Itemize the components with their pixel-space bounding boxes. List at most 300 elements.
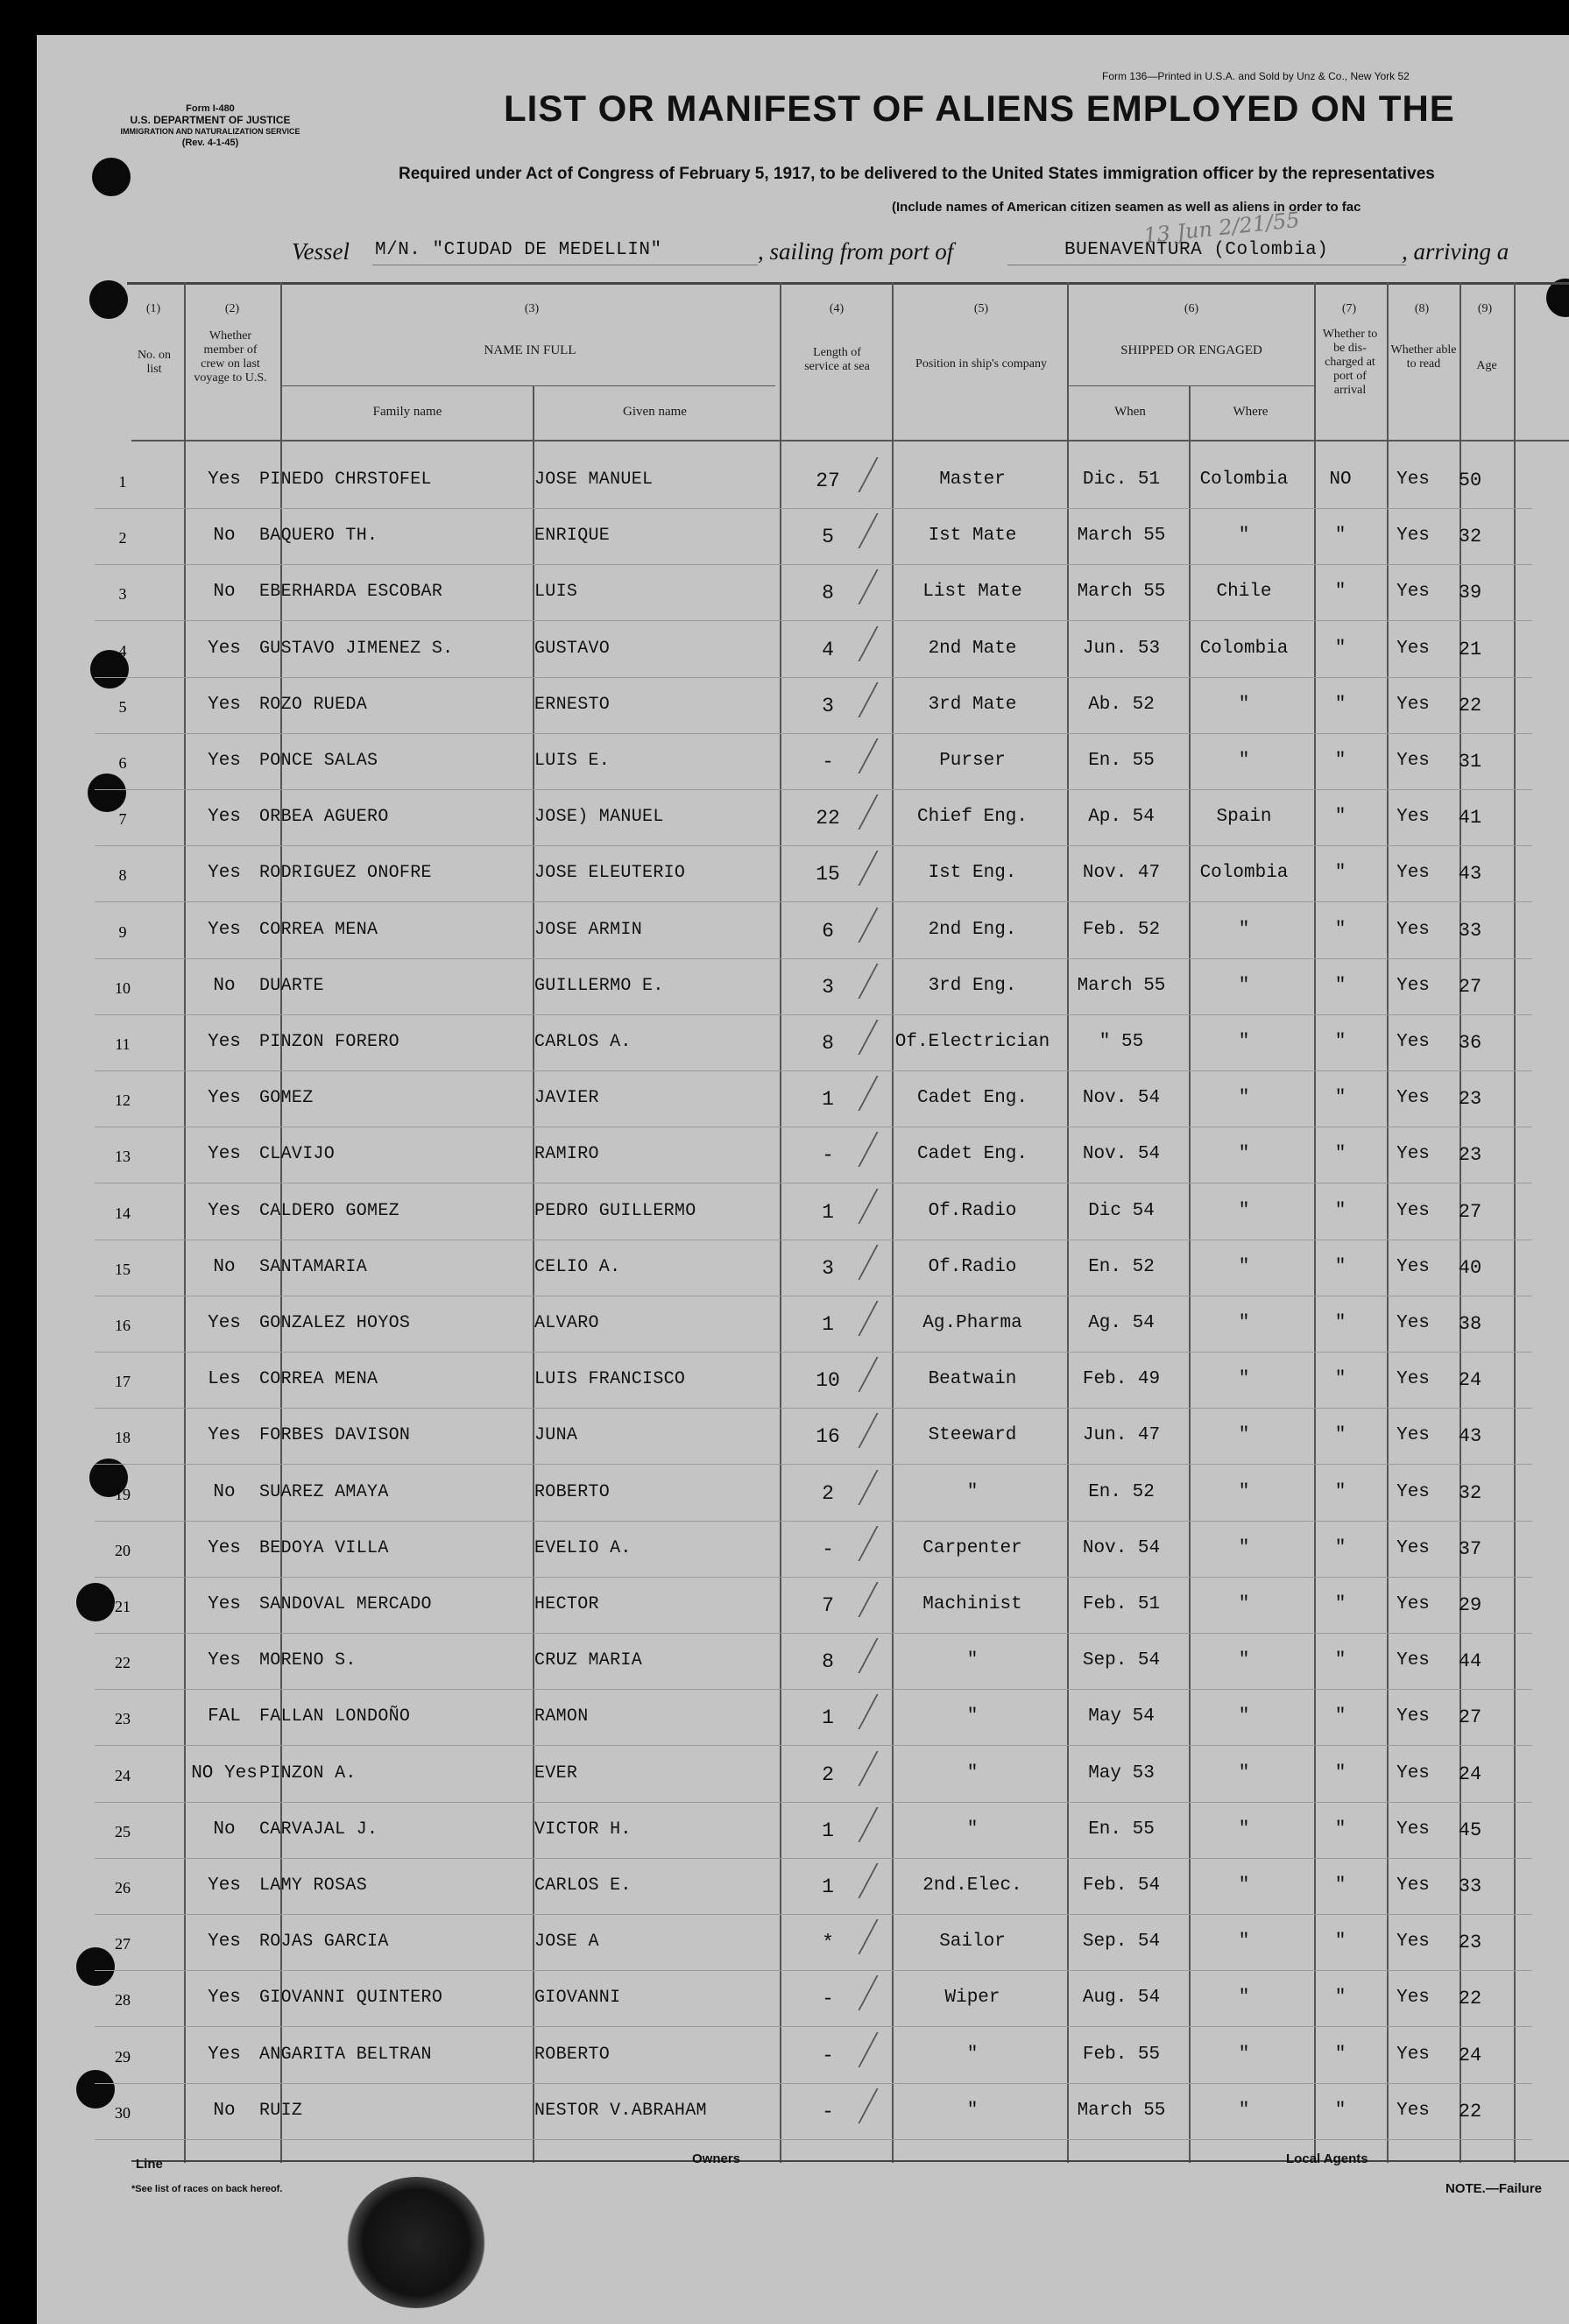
row-rule <box>95 958 1532 959</box>
discharged-flag: " <box>1334 1369 1346 1390</box>
discharged-flag: " <box>1334 1650 1346 1671</box>
family-name: FORBES DAVISON <box>259 1425 411 1446</box>
row-rule <box>95 2139 1532 2140</box>
ship-position: Beatwain <box>928 1369 1017 1390</box>
service-length: - <box>822 751 834 773</box>
col3b-header: Given name <box>623 405 687 419</box>
age: 22 <box>1458 1988 1482 2010</box>
given-name: JOSE) MANUEL <box>534 807 664 828</box>
age: 38 <box>1458 1313 1482 1335</box>
family-name: CORREA MENA <box>259 1369 378 1390</box>
crew-member-flag: Yes <box>208 638 241 659</box>
col3a-header: Family name <box>372 405 442 419</box>
row-rule <box>95 1577 1532 1578</box>
shipped-when: Sep. 54 <box>1082 1650 1161 1671</box>
family-name: BEDOYA VILLA <box>259 1537 389 1558</box>
col8-header: Whether able to read <box>1390 343 1457 371</box>
discharged-flag: " <box>1334 975 1346 996</box>
table-row <box>0 454 1532 510</box>
age: 45 <box>1458 1819 1482 1841</box>
able-to-read: Yes <box>1396 1256 1430 1277</box>
service-length: 2 <box>822 1481 834 1505</box>
age: 29 <box>1458 1594 1482 1616</box>
row-number: 24 <box>115 1766 131 1784</box>
family-name: GOMEZ <box>259 1088 314 1109</box>
row-number: 10 <box>115 978 131 997</box>
row-rule <box>95 677 1532 678</box>
discharged-flag: " <box>1334 1200 1346 1221</box>
shipped-where: " <box>1238 1425 1250 1446</box>
age: 27 <box>1458 1706 1482 1729</box>
given-name: GUILLERMO E. <box>534 975 664 996</box>
shipped-where: " <box>1238 1088 1250 1109</box>
service-length: 8 <box>822 582 834 605</box>
table-row <box>0 1241 1532 1297</box>
age: 44 <box>1458 1650 1482 1673</box>
ship-position: Wiper <box>944 1988 1000 2009</box>
shipped-where: " <box>1238 1650 1250 1671</box>
shipped-where: " <box>1238 1537 1250 1558</box>
row-rule <box>95 1970 1532 1971</box>
form-dept: U.S. DEPARTMENT OF JUSTICE <box>130 114 291 126</box>
crew-member-flag: FAL <box>208 1706 241 1727</box>
table-row <box>0 510 1532 566</box>
given-name: CRUZ MARIA <box>534 1650 643 1671</box>
table-row <box>0 1128 1532 1184</box>
crew-member-flag: Yes <box>208 1200 241 1221</box>
row-number: 13 <box>115 1148 131 1166</box>
table-row <box>0 1185 1532 1241</box>
given-name: EVELIO A. <box>534 1537 632 1558</box>
shipped-when: Aug. 54 <box>1082 1988 1161 2009</box>
family-name: PINZON A. <box>259 1762 357 1784</box>
given-name: ROBERTO <box>534 2044 611 2065</box>
discharged-flag: " <box>1334 1481 1346 1502</box>
crew-member-flag: No <box>213 1256 236 1277</box>
shipped-when: Dic. 51 <box>1082 470 1161 490</box>
able-to-read: Yes <box>1396 1537 1430 1558</box>
able-to-read: Yes <box>1396 2100 1430 2121</box>
discharged-flag: " <box>1334 582 1346 603</box>
col6-header: SHIPPED OR ENGAGED <box>1120 343 1262 357</box>
service-length: 8 <box>822 1650 834 1674</box>
crew-member-flag: Yes <box>208 919 241 940</box>
shipped-where: " <box>1238 1032 1250 1052</box>
handwritten-date: 13 Jun 2/21/55 <box>1142 207 1301 249</box>
able-to-read: Yes <box>1396 694 1430 715</box>
ship-position: Chief Eng. <box>916 807 1028 828</box>
given-name: JOSE MANUEL <box>534 470 654 490</box>
ship-position: Ist Eng. <box>928 863 1017 884</box>
service-length: 16 <box>816 1425 840 1449</box>
shipped-when: March 55 <box>1077 526 1166 547</box>
include-note: (Include names of American citizen seamen as well as aliens in order to fac <box>892 200 1361 215</box>
table-row <box>0 623 1532 679</box>
crew-member-flag: Yes <box>208 1144 241 1165</box>
family-name: PONCE SALAS <box>259 751 378 771</box>
ship-position: Carpenter <box>922 1537 1022 1558</box>
shipped-when: Ab. 52 <box>1088 694 1155 715</box>
crew-member-flag: No <box>213 1819 236 1840</box>
able-to-read: Yes <box>1396 863 1430 884</box>
shipped-where: " <box>1238 1762 1250 1784</box>
discharged-flag: " <box>1334 1313 1346 1333</box>
able-to-read: Yes <box>1396 1819 1430 1840</box>
shipped-when: Jun. 47 <box>1082 1425 1161 1446</box>
discharged-flag: " <box>1334 526 1346 547</box>
table-row <box>0 1804 1532 1860</box>
shipped-when: Feb. 49 <box>1082 1369 1161 1390</box>
table-row <box>0 1072 1532 1128</box>
row-number: 19 <box>115 1485 131 1503</box>
row-number: 23 <box>115 1710 131 1728</box>
table-row <box>0 2029 1532 2085</box>
table-row <box>0 2085 1532 2141</box>
crew-member-flag: Yes <box>208 1537 241 1558</box>
shipped-where: " <box>1238 1256 1250 1277</box>
col6-num: (6) <box>1184 302 1199 315</box>
service-length: 22 <box>816 807 840 830</box>
able-to-read: Yes <box>1396 582 1430 603</box>
able-to-read: Yes <box>1396 1313 1430 1333</box>
col8-num: (8) <box>1414 302 1430 315</box>
shipped-where: " <box>1238 526 1250 547</box>
shipped-when: Nov. 54 <box>1082 1088 1161 1109</box>
shipped-when: Nov. 47 <box>1082 863 1161 884</box>
col9-num: (9) <box>1477 302 1493 315</box>
table-row <box>0 1860 1532 1916</box>
able-to-read: Yes <box>1396 1144 1430 1165</box>
vessel-name: M/N. "CIUDAD DE MEDELLIN" <box>375 240 662 260</box>
shipped-when: Feb. 55 <box>1082 2044 1161 2065</box>
shipped-where: " <box>1238 1875 1250 1896</box>
discharged-flag: " <box>1334 1988 1346 2009</box>
ship-position: Master <box>939 470 1006 490</box>
shipped-where: " <box>1238 1932 1250 1953</box>
shipped-where: " <box>1238 2100 1250 2121</box>
row-number: 20 <box>115 1541 131 1559</box>
row-number: 25 <box>115 1822 131 1840</box>
age: 27 <box>1458 1200 1482 1223</box>
discharged-flag: " <box>1334 1088 1346 1109</box>
age: 23 <box>1458 1932 1482 1954</box>
table-row <box>0 1016 1532 1072</box>
ship-position: Cadet Eng. <box>916 1144 1028 1165</box>
discharged-flag: " <box>1334 807 1346 828</box>
shipped-when: En. 55 <box>1088 1819 1155 1840</box>
shipped-where: Colombia <box>1199 470 1289 490</box>
discharged-flag: " <box>1334 1594 1346 1614</box>
ship-position: Steeward <box>928 1425 1017 1446</box>
family-name: BAQUERO TH. <box>259 526 378 547</box>
table-row <box>0 566 1532 622</box>
given-name: CELIO A. <box>534 1256 621 1277</box>
shipped-where: Colombia <box>1199 638 1289 659</box>
table-row <box>0 1522 1532 1579</box>
service-length: 3 <box>822 975 834 999</box>
service-length: 27 <box>816 470 840 492</box>
age: 41 <box>1458 807 1482 830</box>
row-rule <box>95 1408 1532 1409</box>
family-name: GONZALEZ HOYOS <box>259 1313 411 1333</box>
able-to-read: Yes <box>1396 1425 1430 1446</box>
crew-member-flag: No <box>213 1481 236 1502</box>
shipped-where: " <box>1238 919 1250 940</box>
able-to-read: Yes <box>1396 1988 1430 2009</box>
given-name: LUIS FRANCISCO <box>534 1369 686 1390</box>
family-name: PINZON FORERO <box>259 1032 399 1052</box>
age: 32 <box>1458 526 1482 548</box>
discharged-flag: " <box>1334 2100 1346 2121</box>
shipped-when: March 55 <box>1077 582 1166 603</box>
row-number: 15 <box>115 1260 131 1278</box>
given-name: JOSE ELEUTERIO <box>534 863 686 884</box>
row-number: 14 <box>115 1204 131 1222</box>
shipped-where: " <box>1238 1988 1250 2009</box>
service-length: * <box>822 1932 834 1955</box>
family-name: CORREA MENA <box>259 919 378 940</box>
shipped-when: Feb. 52 <box>1082 919 1161 940</box>
col1-num: (1) <box>145 302 161 315</box>
service-length: 6 <box>822 919 834 943</box>
family-name: ROJAS GARCIA <box>259 1932 389 1953</box>
row-rule <box>95 1802 1532 1803</box>
ship-position: List Mate <box>922 582 1022 603</box>
able-to-read: Yes <box>1396 2044 1430 2065</box>
family-name: LAMY ROSAS <box>259 1875 368 1896</box>
family-name: GIOVANNI QUINTERO <box>259 1988 443 2009</box>
service-length: - <box>822 1537 834 1561</box>
given-name: JAVIER <box>534 1088 599 1109</box>
discharged-flag: " <box>1334 2044 1346 2065</box>
ship-position: 3rd Eng. <box>928 975 1017 996</box>
shipped-when: En. 52 <box>1088 1256 1155 1277</box>
age: 21 <box>1458 638 1482 660</box>
row-number: 9 <box>118 922 127 941</box>
shipped-when: March 55 <box>1077 975 1166 996</box>
shipped-when: Jun. 53 <box>1082 638 1161 659</box>
discharged-flag: " <box>1334 1762 1346 1784</box>
family-name: SANTAMARIA <box>259 1256 368 1277</box>
age: 33 <box>1458 919 1482 942</box>
col3-header: NAME IN FULL <box>484 343 576 357</box>
service-length: 3 <box>822 1256 834 1280</box>
printer-note: Form 136—Printed in U.S.A. and Sold by Unz & Co., New York 52 <box>1102 70 1410 82</box>
crew-member-flag: Yes <box>208 2044 241 2065</box>
punch-hole <box>92 158 131 196</box>
row-rule <box>95 2026 1532 2027</box>
crew-member-flag: Yes <box>208 1988 241 2009</box>
shipped-sub-rule <box>1067 385 1314 386</box>
row-rule <box>95 1689 1532 1690</box>
service-length: 1 <box>822 1200 834 1224</box>
col5-header: Position in ship's company <box>915 357 1047 371</box>
crew-member-flag: Yes <box>208 1932 241 1953</box>
col7-num: (7) <box>1341 302 1357 315</box>
shipped-where: " <box>1238 1706 1250 1727</box>
row-number: 30 <box>115 2103 131 2122</box>
age: 27 <box>1458 975 1482 998</box>
given-name: JOSE A <box>534 1932 599 1953</box>
name-sub-rule <box>280 385 775 386</box>
given-name: RAMON <box>534 1706 589 1727</box>
row-number: 8 <box>118 866 127 885</box>
crew-member-flag: Yes <box>208 1594 241 1614</box>
row-rule <box>95 2083 1532 2084</box>
service-length: 1 <box>822 1819 834 1842</box>
crew-member-flag: No <box>213 582 236 603</box>
ship-position: " <box>966 1481 979 1502</box>
service-length: 1 <box>822 1313 834 1336</box>
crew-member-flag: Yes <box>208 751 241 771</box>
crew-member-flag: Yes <box>208 470 241 490</box>
row-rule <box>95 564 1532 565</box>
able-to-read: Yes <box>1396 1706 1430 1727</box>
row-number: 6 <box>118 754 127 772</box>
table-row <box>0 1297 1532 1353</box>
discharged-flag: " <box>1334 1819 1346 1840</box>
crew-member-flag: Yes <box>208 807 241 828</box>
shipped-where: " <box>1238 2044 1250 2065</box>
shipped-when: Nov. 54 <box>1082 1144 1161 1165</box>
able-to-read: Yes <box>1396 1875 1430 1896</box>
shipped-when: En. 55 <box>1088 751 1155 771</box>
family-name: CARVAJAL J. <box>259 1819 378 1840</box>
given-name: RAMIRO <box>534 1144 599 1165</box>
table-top-rule <box>127 282 1569 285</box>
family-name: PINEDO CHRSTOFEL <box>259 470 432 490</box>
row-rule <box>95 1633 1532 1634</box>
ship-position: Of.Electrician <box>894 1032 1050 1052</box>
ship-position: Purser <box>939 751 1006 771</box>
ship-position: Of.Radio <box>928 1256 1017 1277</box>
age: 23 <box>1458 1144 1482 1167</box>
ship-position: 2nd Mate <box>928 638 1017 659</box>
family-name: ANGARITA BELTRAN <box>259 2044 432 2065</box>
sailing-label: , sailing from port of <box>758 238 954 265</box>
row-number: 17 <box>115 1373 131 1391</box>
table-row <box>0 1466 1532 1522</box>
shipped-when: " 55 <box>1099 1032 1144 1052</box>
ship-position: 3rd Mate <box>928 694 1017 715</box>
vessel-label: Vessel <box>292 238 350 265</box>
ship-position: Ist Mate <box>928 526 1017 547</box>
service-length: 7 <box>822 1594 834 1617</box>
footer-agents-label: Local Agents <box>1286 2151 1368 2166</box>
discharged-flag: " <box>1334 1875 1346 1896</box>
service-length: - <box>822 2100 834 2123</box>
able-to-read: Yes <box>1396 1200 1430 1221</box>
table-row <box>0 960 1532 1016</box>
ship-position: Machinist <box>922 1594 1022 1614</box>
ship-position: " <box>966 1650 979 1671</box>
family-name: SUAREZ AMAYA <box>259 1481 389 1502</box>
ship-position: " <box>966 2100 979 2121</box>
age: 40 <box>1458 1256 1482 1279</box>
age: 22 <box>1458 2100 1482 2123</box>
form-rev: (Rev. 4-1-45) <box>181 138 239 148</box>
row-rule <box>95 1070 1532 1071</box>
able-to-read: Yes <box>1396 975 1430 996</box>
row-number: 5 <box>118 697 127 716</box>
shipped-where: " <box>1238 1313 1250 1333</box>
shipped-when: Sep. 54 <box>1082 1932 1161 1953</box>
given-name: EVER <box>534 1762 578 1784</box>
row-number: 27 <box>115 1935 131 1953</box>
able-to-read: Yes <box>1396 1650 1430 1671</box>
crew-member-flag: Yes <box>208 1032 241 1052</box>
family-name: ROZO RUEDA <box>259 694 368 715</box>
able-to-read: Yes <box>1396 1032 1430 1052</box>
crew-member-flag: Yes <box>208 694 241 715</box>
family-name: CLAVIJO <box>259 1144 336 1165</box>
ship-position: Ag.Pharma <box>922 1313 1022 1333</box>
family-name: SANDOVAL MERCADO <box>259 1594 432 1614</box>
row-rule <box>95 1014 1532 1015</box>
row-number: 3 <box>118 585 127 604</box>
discharged-flag: " <box>1334 751 1346 771</box>
service-length: 3 <box>822 694 834 717</box>
age: 36 <box>1458 1032 1482 1054</box>
shipped-where: Chile <box>1216 582 1272 603</box>
crew-member-flag: Yes <box>208 863 241 884</box>
shipped-where: " <box>1238 1200 1250 1221</box>
age: 43 <box>1458 863 1482 886</box>
given-name: JOSE ARMIN <box>534 919 643 940</box>
discharged-flag: " <box>1334 1144 1346 1165</box>
col1-header: No. on list <box>137 349 172 376</box>
table-row <box>0 847 1532 903</box>
row-rule <box>95 733 1532 734</box>
age: 37 <box>1458 1537 1482 1560</box>
age: 22 <box>1458 694 1482 717</box>
header-bottom-rule <box>131 440 1569 441</box>
row-rule <box>95 845 1532 846</box>
row-number: 18 <box>115 1429 131 1447</box>
given-name: PEDRO GUILLERMO <box>534 1200 696 1221</box>
port-stamp <box>346 2177 486 2308</box>
age: 43 <box>1458 1425 1482 1448</box>
service-length: - <box>822 2044 834 2067</box>
row-rule <box>95 508 1532 509</box>
age: 24 <box>1458 1369 1482 1392</box>
family-name: CALDERO GOMEZ <box>259 1200 399 1221</box>
given-name: ERNESTO <box>534 694 611 715</box>
row-number: 2 <box>118 529 127 547</box>
service-length: 2 <box>822 1762 834 1786</box>
age: 24 <box>1458 2044 1482 2066</box>
shipped-when: Ap. 54 <box>1088 807 1155 828</box>
age: 50 <box>1458 470 1482 491</box>
col4-header: Length of service at sea <box>804 346 870 373</box>
discharged-flag: " <box>1334 1537 1346 1558</box>
discharged-flag: " <box>1334 1706 1346 1727</box>
table-row <box>0 1579 1532 1635</box>
row-number: 16 <box>115 1317 131 1334</box>
shipped-when: March 55 <box>1077 2100 1166 2121</box>
row-number: 11 <box>115 1035 131 1053</box>
age: 32 <box>1458 1481 1482 1504</box>
ship-position: Cadet Eng. <box>916 1088 1028 1109</box>
given-name: GUSTAVO <box>534 638 611 659</box>
col9-header: Age <box>1476 359 1497 372</box>
shipped-when: May 54 <box>1088 1706 1155 1727</box>
discharged-flag: " <box>1334 863 1346 884</box>
row-rule <box>95 901 1532 902</box>
age: 23 <box>1458 1088 1482 1111</box>
shipped-where: " <box>1238 694 1250 715</box>
ship-position: Sailor <box>939 1932 1006 1953</box>
